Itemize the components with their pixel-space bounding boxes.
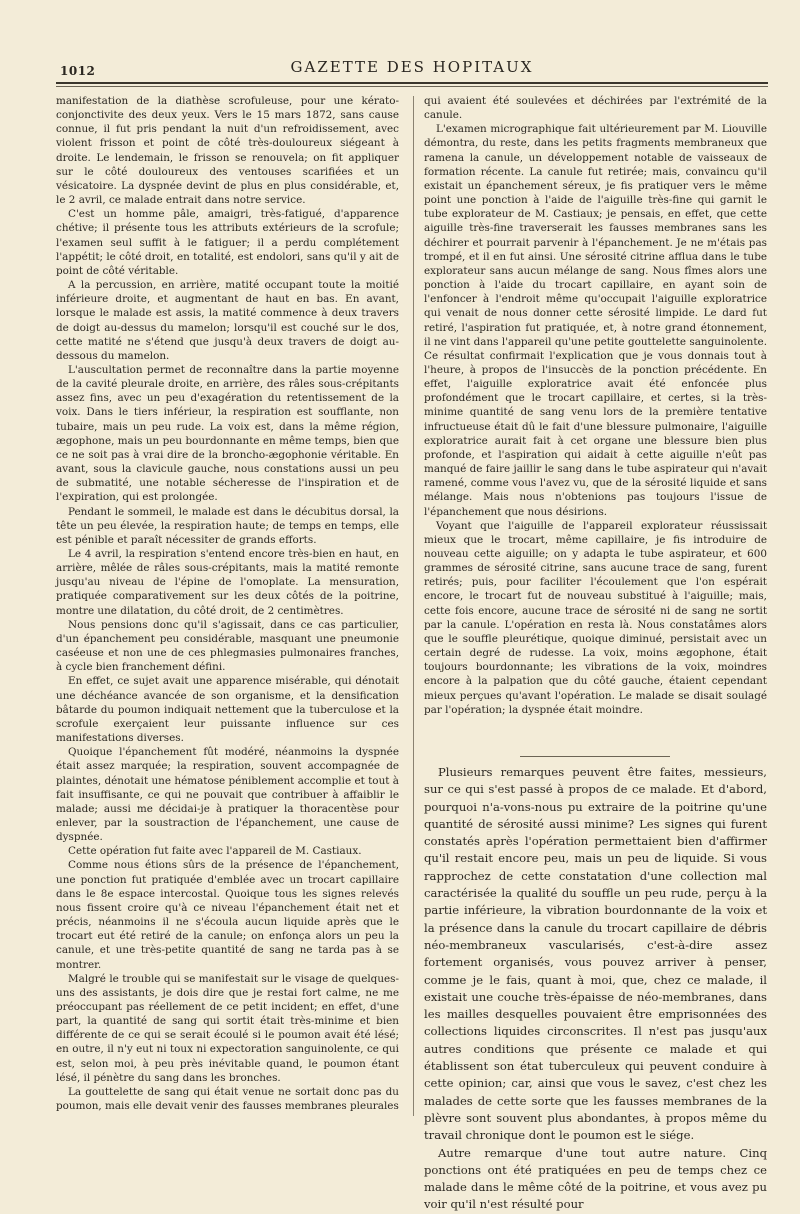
page-header xyxy=(56,56,768,84)
paragraph: Le 4 avril, la respiration s'entend encore très-bien en haut, en arrière, mêlée de râles sous-crépitants, mais la matité remonte jusqu'au niveau de l'épine de l'omoplate. La mensuration, pratiquée comparativement sur les deux côtés de la poitrine, montre une dilatation, du côté droit, de 2 centimètres. xyxy=(56,548,399,617)
paragraph: qui avaient été soulevées et déchirées par l'extrémité de la canule. xyxy=(424,95,767,122)
paragraph: A la percussion, en arrière, matité occupant toute la moitié inférieure droite, et augmentant de haut en bas. En avant, lorsque le malade est assis, la matité commence à deux travers de doigt au-dessus du mamelon; lorsqu'il est couché sur le dos, cette matité ne s'étend que jusqu'à deux travers de doigt au-dessous du mamelon. xyxy=(56,279,399,362)
right-column-lecture xyxy=(424,764,767,1214)
paragraph: Malgré le trouble qui se manifestait sur le visage de quelques-uns des assistants, je dois dire que je restai fort calme, ne me préoccupant pas réellement de ce petit incident; en effet, d'une part, la quantité de sang qui sortit était très-minime et bien différente de ce qui se serait écoulé si le poumon avait été lésé; en outre, il n'y eut ni toux ni expectoration sanguinolente, ce qui est, selon moi, à peu près inévitable quand, le poumon étant lésé, il pénètre du sang dans les bronches. xyxy=(56,972,399,1084)
paragraph: La gouttelette de sang qui était venue ne sortait donc pas du poumon, mais elle devait venir des fausses membranes pleurales xyxy=(56,1085,399,1113)
paragraph: Comme nous étions sûrs de la présence de l'épanchement, une ponction fut pratiquée d'emblée avec un trocart capillaire dans le 8e espace intercostal. Quoique tous les signes relevés nous fissent croire qu'à ce niveau l'épanchement était net et précis, néanmoins il ne s'écoula aucun liquide après que le trocart eut été retiré de la canule; on enfonça alors un peu la canule, et une très-petite quantité de sang ne tarda pas à se montrer. xyxy=(56,859,399,971)
paragraph: Cette opération fut faite avec l'appareil de M. Castiaux. xyxy=(68,845,362,858)
paragraph: L'examen micrographique fait ultérieurement par M. Liouville démontra, du reste, dans les petits fragments membraneux que ramena la canule, un développement notable de vaisseaux de formation récente. La canule fut retirée; mais, convaincu qu'il existait un épanchement séreux, je fis pratiquer vers le même point une ponction à l'aide de l'aiguille très-fine qui garnit le tube explorateur de M. Castiaux; je pensais, en effet, que cette aiguille très-fine traverserait les fausses membranes sans les déchirer et pourrait parvenir à l'épanchement. Je ne m'étais pas trompé, et il en fut ainsi. Une sérosité citrine afflua dans le tube explorateur sans aucun mélange de sang. Nous fîmes alors une ponction à l'aide du trocart capillaire, en ayant soin de l'enfoncer à l'endroit même qu'occupait l'aiguille exploratrice qui venait de nous donner cette sérosité limpide. Le dard fut retiré, l'aspiration fut pratiquée, et, à notre grand étonnement, il ne vint dans l'appareil qu'une petite gouttelette sanguinolente. Ce résultat confirmait l'explication que je vous donnais tout à l'heure, à propos de l'insuccès de la ponction précédente. En effet, l'aiguille exploratrice avait été enfoncée plus profondément que le trocart capillaire, et certes, si la très-minime quantité de sang venu lors de la première tentative infructueuse était dû le fait d'une blessure pulmonaire, l'aiguille exploratrice aurait fait à cet organe une blessure bien plus profonde, et l'aspiration qui aidait à cette aiguille n'eût pas manqué de faire jaillir le sang dans le tube aspirateur qui n'avait ramené, comme vous l'avez vu, que de la sérosité liquide et sans mélange. Mais nous n'obtenions pas toujours l'issue de l'épanchement que nous désirions. xyxy=(424,123,767,518)
page-number: 1012 xyxy=(60,64,96,78)
paragraph: Nous pensions donc qu'il s'agissait, dans ce cas particulier, d'un épanchement peu considérable, masquant une pneumonie caséeuse et non une de ces phlegmasies pulmonaires franches, à cycle bien franchement défini. xyxy=(56,618,399,674)
paragraph: En effet, ce sujet avait une apparence misérable, qui dénotait une déchéance avancée de son organisme, et la densification bâtarde du poumon indiquait nettement que la tuberculose et la scrofule exerçaient leur puissante influence sur ces manifestations diverses. xyxy=(56,675,399,745)
left-column xyxy=(56,94,399,1113)
paragraph: C'est un homme pâle, amaigri, très-fatigué, d'apparence chétive; il présente tous les attributs extérieurs de la scrofule; l'examen seul suffit à le fatiguer; il a perdu complétement l'appétit; le côté droit, en totalité, est endolori, sans qu'il y ait de point de côté véritable. xyxy=(56,208,399,277)
paragraph: Voyant que l'aiguille de l'appareil explorateur réussissait mieux que le trocart, même capillaire, je fis introduire de nouveau cette aiguille; on y adapta le tube aspirateur, et 600 grammes de sérosité citrine, sans aucune trace de sang, furent retirés; puis, pour faciliter l'écoulement que l'on espérait encore, le trocart fut de nouveau substitué à l'aiguille; mais, cette fois encore, aucune trace de sérosité ni de sang ne sortit par la canule. L'opération en resta là. Nous constatâmes alors que le souffle pleurétique, quoique diminué, persistait avec un certain degré de rudesse. La voix, moins ægophone, était toujours bourdonnante; les vibrations de la voix, moindres encore à la palpation que du côté gauche, étaient cependant mieux perçues qu'avant l'opération. Le malade se disait soulagé par l'opération; la dyspnée était moindre. xyxy=(424,519,767,716)
paragraph: L'auscultation permet de reconnaître dans la partie moyenne de la cavité pleurale droite, en arrière, des râles sous-crépitants assez fins, avec un peu d'exagération du retentissement de la voix. Dans le tiers inférieur, la respiration est soufflante, non tubaire, mais un peu rude. La voix est, dans la même région, ægophone, mais un peu bourdonnante en même temps, bien que ce ne soit pas à vrai dire de la broncho-ægophonie véritable. En avant, sous la clavicule gauche, nous constations aussi un peu de submatité, une notable sécheresse de l'inspiration et de l'expiration, qui est prolongée. xyxy=(56,363,399,504)
section-rule xyxy=(520,756,670,757)
right-column xyxy=(424,94,767,717)
column-divider xyxy=(413,96,414,1116)
journal-title: GAZETTE DES HOPITAUX xyxy=(290,58,534,76)
paragraph: manifestation de la diathèse scrofuleuse, pour une kérato-conjonctivite des deux yeux. Vers le 15 mars 1872, sans cause connue, il fut pris pendant la nuit d'un refroidissement, avec violent frisson et point de côté très-douloureux siégeant à droite. Le lendemain, le frisson se renouvela; on fit appliquer sur le côté douloureux des ventouses scarifiées et un vésicatoire. La dyspnée devint de plus en plus considérable, et, le 2 avril, ce malade entrait dans notre service. xyxy=(56,95,399,207)
header-rule xyxy=(56,86,768,87)
paragraph: Quoique l'épanchement fût modéré, néanmoins la dyspnée était assez marquée; la respiration, souvent accompagnée de plaintes, dénotait une hématose péniblement accomplie et tout à fait insuffisante, ce qui ne pouvait que contribuer à affaiblir le malade; aussi me décidai-je à pratiquer la thoracentèse pour enlever, par la soustraction de l'épanchement, une cause de dyspnée. xyxy=(56,746,399,844)
paragraph: Pendant le sommeil, le malade est dans le décubitus dorsal, la tête un peu élevée, la respiration haute; de temps en temps, elle est pénible et paraît nécessiter de grands efforts. xyxy=(56,505,399,546)
paragraph: Plusieurs remarques peuvent être faites, messieurs, sur ce qui s'est passé à propos de ce malade. Et d'abord, pourquoi n'a-vons-nous pu extraire de la poitrine qu'une quantité de sérosité aussi minime? Les signes qui furent constatés après l'opération permettaient bien d'affirmer qu'il restait encore peu, mais un peu de liquide. Si vous rapprochez de cette constatation d'une collection mal caractérisée la qualité du souffle un peu rude, perçu à la partie inférieure, la vibration bourdonnante de la voix et la présence dans la canule du trocart capillaire de débris néo-membraneux vascularisés, c'est-à-dire assez fortement organisés, vous pouvez arriver à penser, comme je le fais, quant à moi, que, chez ce malade, il existait une couche très-épaisse de néo-membranes, dans les mailles desquelles pouvaient être emprisonnées des collections liquides circonscrites. Il n'est pas jusqu'aux autres conditions que présente ce malade et qui établissent son état tuberculeux qui peuvent conduire à cette opinion; car, ainsi que vous le savez, c'est chez les malades de cette sorte que les fausses membranes de la plèvre sont souvent plus abondantes, à propos même du travail chronique dont le poumon est le siége. xyxy=(424,765,767,1143)
paragraph: Autre remarque d'une tout autre nature. Cinq ponctions ont été pratiquées en peu de temps chez ce malade dans le même côté de la poitrine, et vous avez pu voir qu'il n'est résulté pour xyxy=(424,1145,767,1212)
